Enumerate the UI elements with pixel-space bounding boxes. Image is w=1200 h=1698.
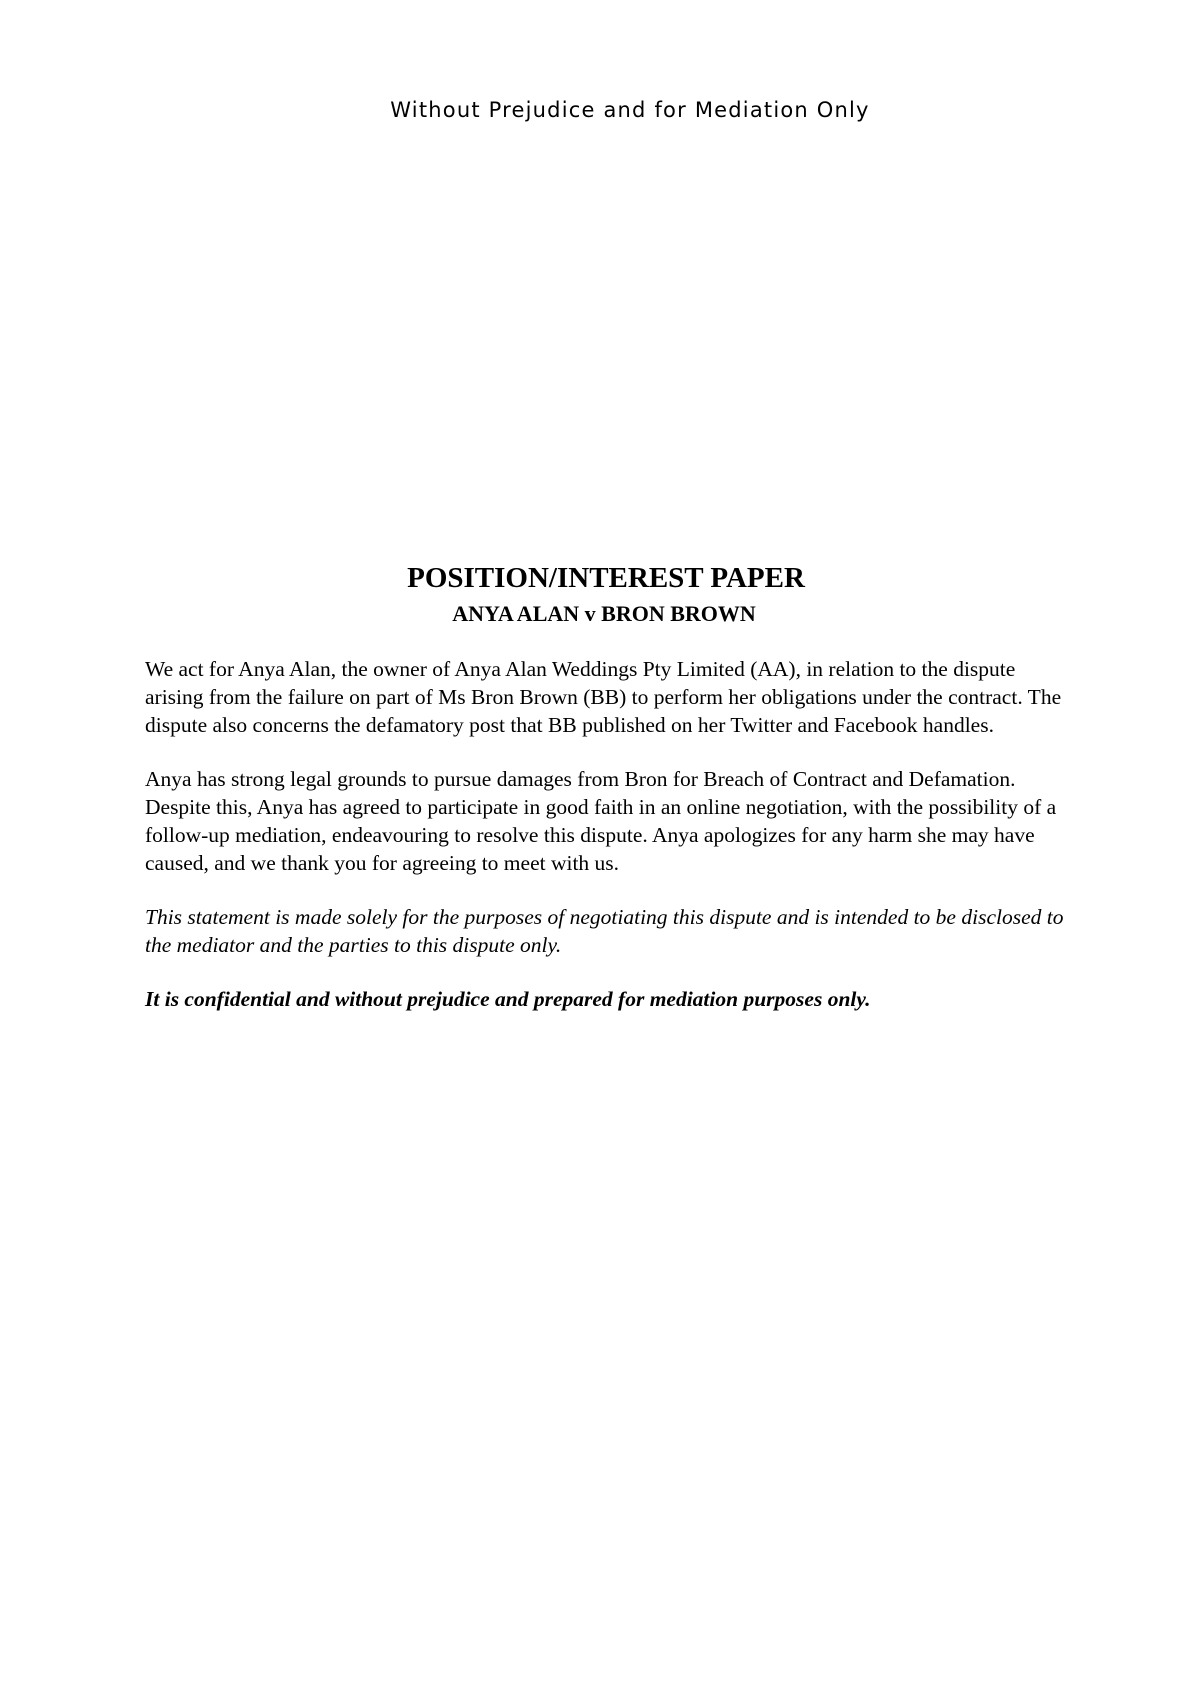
- confidentiality-statement: It is confidential and without prejudice and prepared for mediation purposes only.: [145, 987, 871, 1011]
- document-body: [145, 655, 1065, 1039]
- paragraph-introduction: We act for Anya Alan, the owner of Anya Alan Weddings Pty Limited (AA), in relation to the dispute arising from the failure on part of Ms Bron Brown (BB) to perform her obligations under the contract. The dispute also concerns the defamatory post that BB published on her Twitter and Facebook handles.: [145, 657, 1062, 737]
- purpose-statement: This statement is made solely for the purposes of negotiating this dispute and is intended to be disclosed to the mediator and the parties to this dispute only.: [145, 905, 1064, 957]
- case-subtitle: ANYA ALAN v BRON BROWN: [452, 601, 756, 626]
- paragraph-legal-grounds: Anya has strong legal grounds to pursue damages from Bron for Breach of Contract and Defamation. Despite this, Anya has agreed to participate in good faith in an online negotiation, with the possibility of a follow-up mediation, endeavouring to resolve this dispute. Anya apologizes for any harm she may have caused, and we thank you for agreeing to meet with us.: [145, 767, 1057, 875]
- page-title: POSITION/INTEREST PAPER: [407, 562, 805, 594]
- without-prejudice-header: Without Prejudice and for Mediation Only: [390, 98, 870, 122]
